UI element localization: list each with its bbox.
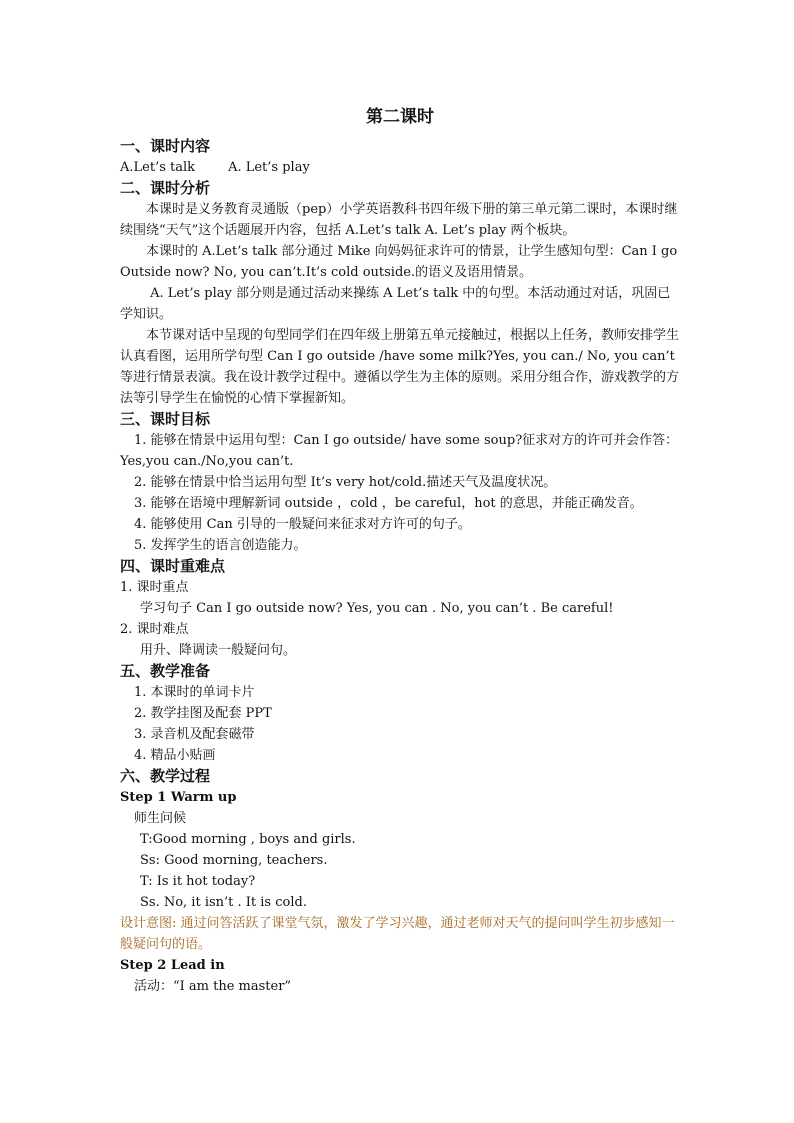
difficulty-text: 用升、降调读一般疑问句。 — [140, 643, 297, 658]
analysis-paragraph-3: A. Let’s play 部分则是通过活动来操练 A Let’s talk 中的句型。本活动通过对话，巩固已学知识。 — [120, 286, 671, 322]
analysis-paragraph-4: 本节课对话中呈现的句型同学们在四年级上册第五单元接触过，根据以上任务，教师安排学生认真看图，运用所学句型 Can I go outside /have some milk?Yes, you can./ No, you can’t等进行情景表演。我在设计教学过程中。遵循以学生为主体的原则。采用分组合作，游戏教学的方法等引导学生在愉悦的心情下掌握新知。 — [120, 328, 680, 406]
section-heading-goals: 三、课时目标 — [120, 410, 211, 428]
section-heading-content: 一、课时内容 — [120, 137, 211, 155]
greeting-label: 师生问候 — [134, 811, 187, 826]
key-point-text: 学习句子 Can I go outside now? Yes, you can . No, you can’t . Be careful! — [140, 601, 614, 616]
goal-item-continuation: Yes,you can./No,you can’t. — [120, 454, 294, 469]
analysis-paragraph-1: 本课时是义务教育灵通版（pep）小学英语教科书四年级下册的第三单元第二课时，本课时继续围绕“天气”这个话题展开内容，包括 A.Let’s talk A. Let’s play 两个板块。 — [120, 202, 678, 238]
preparation-item: 3. 录音机及配套磁带 — [134, 727, 255, 742]
step-1-heading: Step 1 Warm up — [120, 790, 237, 805]
step-2-heading: Step 2 Lead in — [120, 958, 225, 973]
page-title: 第二课时 — [366, 107, 434, 127]
section-heading-key-points: 四、课时重难点 — [120, 557, 226, 575]
preparation-item: 4. 精品小贴画 — [134, 748, 216, 763]
goal-item: 1. 能够在情景中运用句型：Can I go outside/ have some soup?征求对方的许可并会作答： — [134, 433, 679, 448]
dialog-line: T: Is it hot today? — [140, 874, 256, 889]
goal-item: 3. 能够在语境中理解新词 outside ，cold ，be careful，hot 的意思，并能正确发音。 — [134, 496, 643, 511]
dialog-line: Ss. No, it isn’t . It is cold. — [140, 895, 307, 910]
dialog-line: Ss: Good morning, teachers. — [140, 853, 328, 868]
section-heading-process: 六、教学过程 — [120, 767, 211, 785]
goal-item: 2. 能够在情景中恰当运用句型 It’s very hot/cold.描述天气及温度状况。 — [134, 475, 557, 490]
goal-item: 4. 能够使用 Can 引导的一般疑问来征求对方许可的句子。 — [134, 517, 471, 532]
section-heading-analysis: 二、课时分析 — [120, 179, 211, 197]
dialog-line: T:Good morning , boys and girls. — [140, 832, 356, 847]
activity-line: 活动：“I am the master” — [134, 979, 292, 994]
difficulty-label: 2. 课时难点 — [120, 622, 189, 637]
analysis-paragraph-2a: 本课时的 A.Let’s talk 部分通过 Mike 向妈妈征求许可的情景，让学生感知句型：Can I go — [146, 244, 678, 259]
section-content-line: A.Let’s talk A. Let’s play — [120, 160, 310, 175]
key-point-label: 1. 课时重点 — [120, 580, 189, 595]
section-heading-preparation: 五、教学准备 — [120, 662, 211, 680]
document-body — [120, 104, 680, 997]
analysis-paragraph-2b: Outside now? No, you can’t.It’s cold outside.的语义及语用情景。 — [120, 265, 533, 280]
preparation-item: 2. 教学挂图及配套 PPT — [134, 706, 272, 721]
design-intent-note: 设计意图: 通过问答活跃了课堂气氛，激发了学习兴趣，通过老师对天气的提问叫学生初步感知一般疑问句的语。 — [120, 916, 675, 952]
goal-item: 5. 发挥学生的语言创造能力。 — [134, 538, 307, 553]
preparation-item: 1. 本课时的单词卡片 — [134, 685, 255, 700]
